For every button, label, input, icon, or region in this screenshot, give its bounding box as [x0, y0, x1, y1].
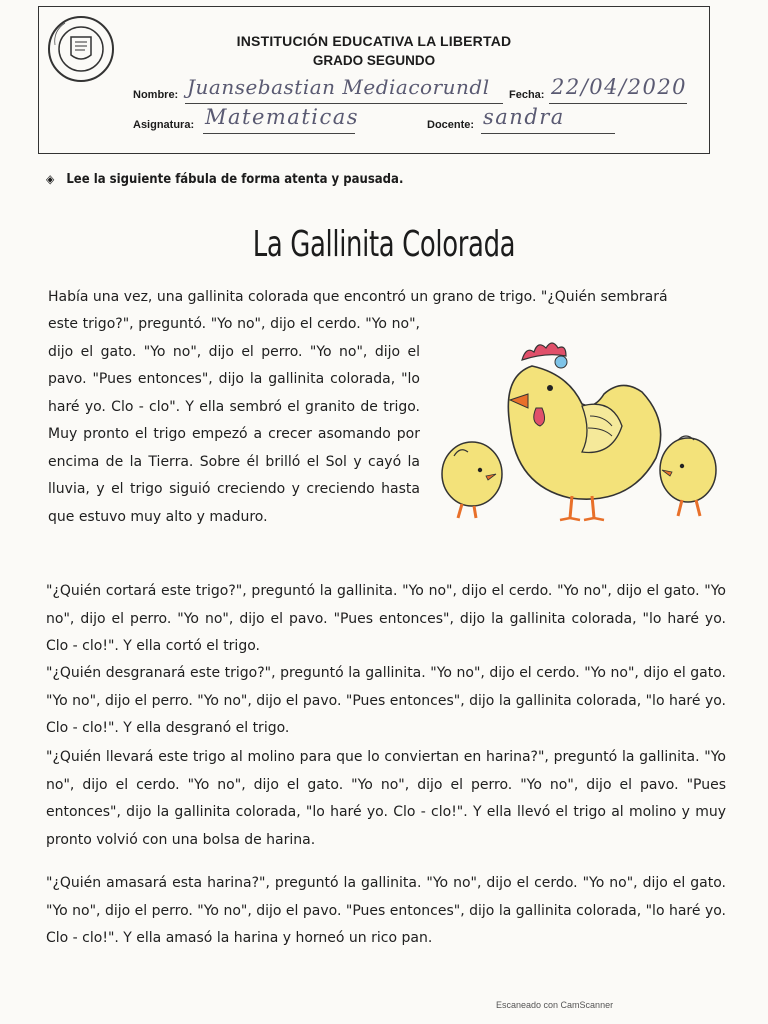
- docente-value: sandra: [483, 105, 565, 129]
- paragraph-4: "¿Quién llevará este trigo al molino para que lo conviertan en harina?", preguntó la gallinita. "Yo no", dijo el cerdo. "Yo no", dijo el gato. "Yo no", dijo el perro. "Yo no", dijo el pavo. "Pues entonces", dijo la gallinita colorada, "lo haré yo. Clo - clo!". Y ella llevó el trigo al molino y muy pronto volvió con una bolsa de harina.: [46, 749, 726, 848]
- grade-title: GRADO SEGUNDO: [312, 53, 436, 68]
- instruction-text: Lee la siguiente fábula de forma atenta y pausada.: [66, 172, 404, 187]
- school-seal-icon: [47, 15, 115, 83]
- scanner-watermark: Escaneado con CamScanner: [496, 1000, 614, 1010]
- paragraph-1-body: este trigo?", preguntó. "Yo no", dijo el cerdo. "Yo no", dijo el gato. "Yo no", dijo el perro. "Yo no", dijo el pavo. "Pues entonces", dijo la gallinita colorada, "lo haré yo. Clo - clo". Y ella sembró el granito de trigo. Muy pronto el trigo empezó a crecer asomando por encima de la Tierra. Sobre él brilló el Sol y cayó la lluvia, y el trigo siguió creciendo y creciendo hasta que estuvo muy alto y maduro.: [48, 316, 420, 525]
- paragraph-3: "¿Quién desgranará este trigo?", preguntó la gallinita. "Yo no", dijo el cerdo. "Yo no", dijo el gato. "Yo no", dijo el perro. "Yo no", dijo el pavo. "Pues entonces", dijo la gallinita colorada, "lo haré yo. Clo - clo!". Y ella desgranó el trigo.: [46, 665, 726, 736]
- asignatura-line: [203, 133, 355, 134]
- institution-title: INSTITUCIÓN EDUCATIVA LA LIBERTAD: [236, 33, 512, 49]
- docente-label: Docente:: [427, 119, 475, 131]
- paragraph-2: "¿Quién cortará este trigo?", preguntó la gallinita. "Yo no", dijo el cerdo. "Yo no", dijo el gato. "Yo no", dijo el perro. "Yo no", dijo el pavo. "Pues entonces", dijo la gallinita colorada, "lo haré yo. Clo - clo!". Y ella cortó el trigo.: [46, 583, 726, 654]
- instruction: [46, 172, 403, 187]
- nombre-value: Juansebastian Mediacorundl: [187, 75, 490, 99]
- hen-icon: [508, 343, 660, 520]
- header-box: [38, 6, 710, 154]
- nombre-line: [185, 103, 503, 104]
- asignatura-label: Asignatura:: [133, 119, 195, 131]
- diamond-bullet-icon: ◈: [46, 172, 55, 186]
- asignatura-value: Matematicas: [205, 105, 360, 129]
- fecha-line: [549, 103, 687, 104]
- story-title: La Gallinita Colorada: [252, 224, 516, 265]
- paragraph-5: "¿Quién amasará esta harina?", preguntó la gallinita. "Yo no", dijo el cerdo. "Yo no", dijo el gato. "Yo no", dijo el perro. "Yo no", dijo el pavo. "Pues entonces", dijo la gallinita colorada, "lo haré yo. Clo - clo!". Y ella amasó la harina y horneó un rico pan.: [46, 875, 726, 946]
- docente-line: [481, 133, 615, 134]
- hen-and-chicks-illustration: [432, 336, 732, 532]
- right-chick-icon: [660, 436, 716, 516]
- fecha-value: 22/04/2020: [551, 75, 688, 99]
- left-chick-icon: [442, 442, 502, 518]
- nombre-label: Nombre:: [133, 89, 179, 101]
- fecha-label: Fecha:: [509, 89, 545, 101]
- paragraph-1-first-line: Había una vez, una gallinita colorada que encontró un grano de trigo. "¿Quién sembrará: [48, 289, 668, 305]
